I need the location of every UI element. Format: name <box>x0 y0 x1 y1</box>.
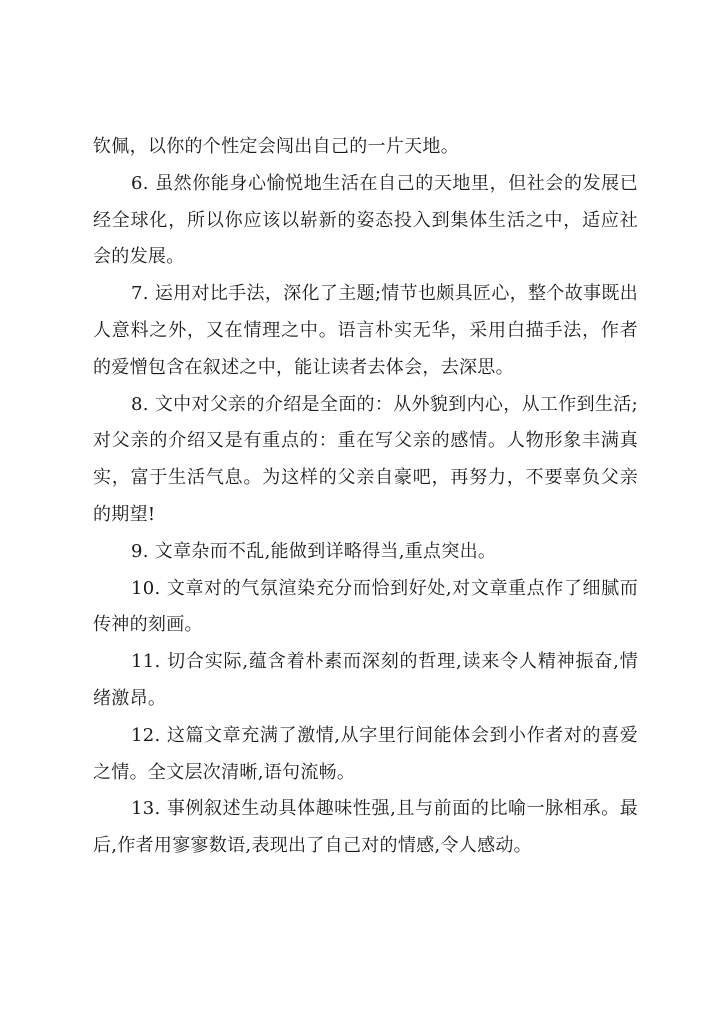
paragraph-continuation: 钦佩，以你的个性定会闯出自己的一片天地。 <box>93 136 459 157</box>
comment-item-10: 10. 文章对的气氛渲染充分而恰到好处,对文章重点作了细腻而传神的刻画。 <box>93 577 638 636</box>
comment-item-6: 6. 虽然你能身心愉悦地生活在自己的天地里，但社会的发展已经全球化，所以你应该以崭新的姿态投入到集体生活之中，适应社会的发展。 <box>93 172 638 268</box>
document-body <box>93 129 638 865</box>
comment-item-13: 13. 事例叙述生动具体趣味性强,且与前面的比喻一脉相承。最后,作者用寥寥数语,表现出了自己对的情感,令人感动。 <box>93 798 638 857</box>
comment-item-9: 9. 文章杂而不乱,能做到详略得当,重点突出。 <box>131 540 497 562</box>
comment-item-12: 12. 这篇文章充满了激情,从字里行间能体会到小作者对的喜爱之情。全文层次清晰,语句流畅。 <box>93 724 638 783</box>
comment-item-8: 8. 文中对父亲的介绍是全面的：从外貌到内心，从工作到生活;对父亲的介绍又是有重点的：重在写父亲的感情。人物形象丰满真实，富于生活气息。为这样的父亲自豪吧，再努力，不要辜负父亲的期望! <box>93 393 638 525</box>
comment-item-11: 11. 切合实际,蕴含着朴素而深刻的哲理,读来令人精神振奋,情绪激昂。 <box>93 651 638 709</box>
comment-item-7: 7. 运用对比手法，深化了主题;情节也颇具匠心，整个故事既出人意料之外，又在情理之中。语言朴实无华，采用白描手法，作者的爱憎包含在叙述之中，能让读者去体会，去深思。 <box>93 283 638 378</box>
